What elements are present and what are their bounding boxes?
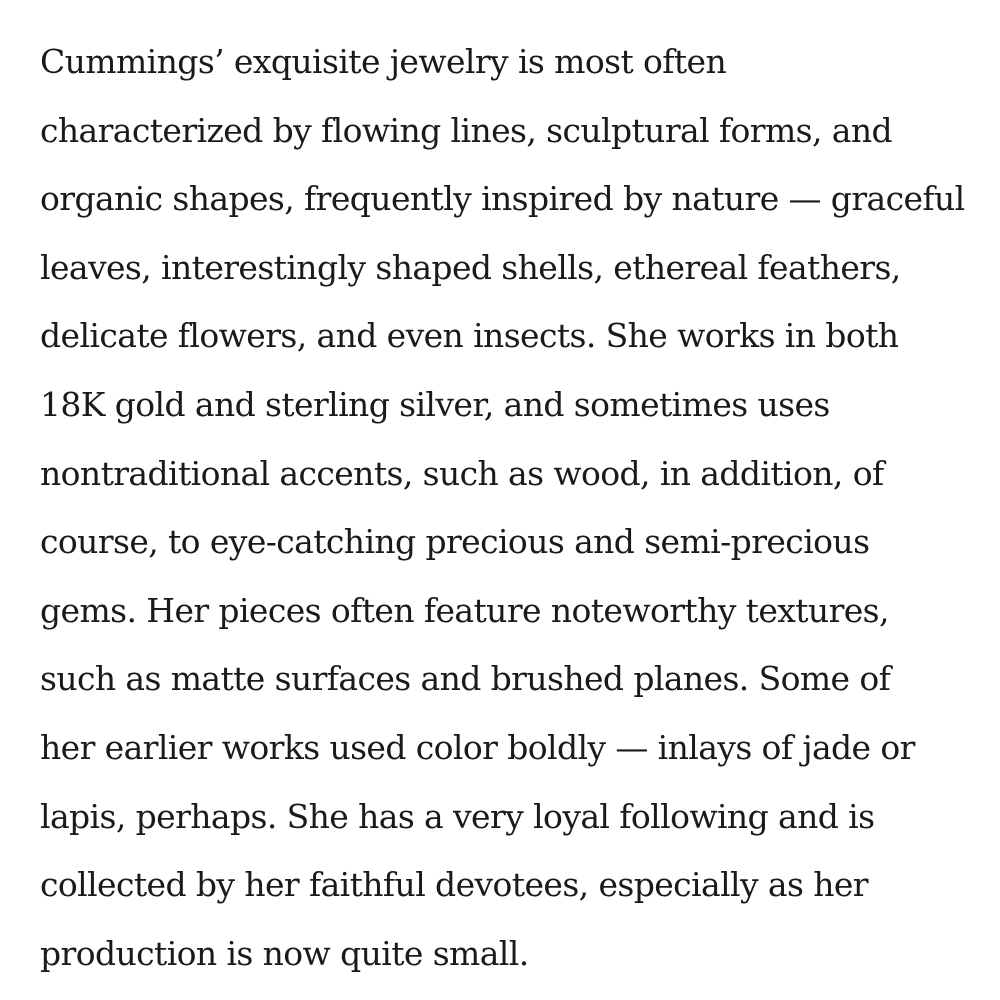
paragraph-line: nontraditional accents, such as wood, in addition, of xyxy=(40,453,884,493)
article-paragraph xyxy=(40,28,980,988)
paragraph-line: delicate flowers, and even insects. She works in both xyxy=(40,316,899,356)
paragraph-line: course, to eye-catching precious and semi-precious xyxy=(40,522,870,562)
paragraph-line: her earlier works used color boldly — inlays of jade or xyxy=(40,727,915,767)
paragraph-line: such as matte surfaces and brushed planes. Some of xyxy=(40,659,891,699)
paragraph-line: Cummings’ exquisite jewelry is most often xyxy=(40,42,727,81)
paragraph-line: leaves, interestingly shaped shells, ethereal feathers, xyxy=(40,247,901,287)
paragraph-line: 18K gold and sterling silver, and sometimes uses xyxy=(40,384,830,424)
paragraph-line: gems. Her pieces often feature noteworthy textures, xyxy=(40,590,889,630)
paragraph-line: lapis, perhaps. She has a very loyal following and is xyxy=(40,796,875,836)
paragraph-line: characterized by flowing lines, sculptural forms, and xyxy=(40,110,893,150)
paragraph-line: organic shapes, frequently inspired by nature — graceful xyxy=(40,179,965,219)
paragraph-line: production is now quite small. xyxy=(40,933,529,973)
paragraph-line: collected by her faithful devotees, especially as her xyxy=(40,865,868,905)
